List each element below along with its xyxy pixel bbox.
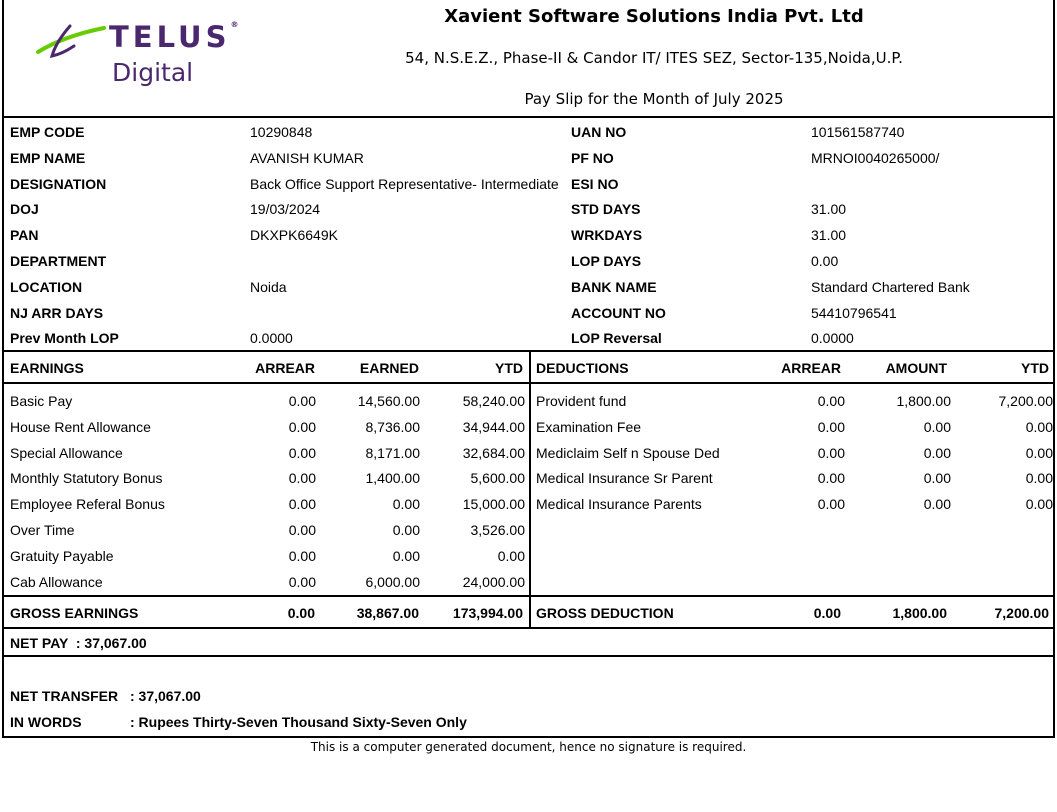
info-label: DOJ <box>10 201 39 218</box>
deduction-row <box>531 386 1053 412</box>
deduction-ytd: 7,200.00 <box>998 393 1053 409</box>
info-label: EMP CODE <box>10 124 85 140</box>
info-value: Back Office Support Representative- Intermediate <box>250 175 559 192</box>
deduction-name: Mediclaim Self n Spouse Ded <box>536 444 720 461</box>
earning-arrear: 0.00 <box>288 470 316 487</box>
info-label: LOCATION <box>10 278 83 295</box>
info-row <box>4 145 1053 171</box>
deduction-amount: 0.00 <box>923 444 951 461</box>
info-value: 0.0000 <box>250 330 293 347</box>
company-name: Xavient Software Solutions India Pvt. Ltd <box>444 6 864 27</box>
earning-name: House Rent Allowance <box>10 418 151 435</box>
earning-ytd: 3,526.00 <box>470 522 525 538</box>
earnings-arrear-header: ARREAR <box>255 360 315 376</box>
info-row <box>4 248 1053 274</box>
deduction-arrear: 0.00 <box>817 444 845 461</box>
earnings-row <box>4 541 529 567</box>
earnings-row <box>4 438 529 464</box>
deduction-ytd: 0.00 <box>1025 444 1053 461</box>
earnings-header: EARNINGS <box>10 360 84 376</box>
company-address: 54, N.S.E.Z., Phase-II & Candor IT/ ITES SEZ, Sector-135,Noida,U.P. <box>405 49 903 67</box>
earning-ytd: 5,600.00 <box>470 470 525 487</box>
deductions-ytd-header: YTD <box>1021 360 1049 376</box>
earnings-earned-header: EARNED <box>359 360 419 376</box>
info-label: UAN NO <box>571 124 627 140</box>
earning-ytd: 0.00 <box>497 547 525 564</box>
deduction-ytd: 0.00 <box>1025 470 1053 487</box>
info-value: MRNOI0040265000/ <box>811 149 940 166</box>
info-value: Standard Chartered Bank <box>811 278 970 295</box>
deduction-name: Examination Fee <box>536 418 642 435</box>
info-value: 54410796541 <box>811 304 897 321</box>
slip-header <box>4 0 1053 118</box>
earning-arrear: 0.00 <box>288 418 316 435</box>
info-label: PF NO <box>571 149 614 166</box>
info-value: 101561587740 <box>811 124 905 140</box>
deduction-row <box>531 463 1053 489</box>
earning-arrear: 0.00 <box>288 393 316 409</box>
earning-ytd: 32,684.00 <box>462 444 525 461</box>
earning-name: Cab Allowance <box>10 573 103 590</box>
earning-name: Gratuity Payable <box>10 547 114 564</box>
deductions-header: DEDUCTIONS <box>536 360 629 376</box>
deduction-amount: 0.00 <box>923 418 951 435</box>
info-label: LOP Reversal <box>571 330 662 347</box>
deduction-name: Medical Insurance Sr Parent <box>536 470 713 487</box>
pay-period: Pay Slip for the Month of July 2025 <box>524 90 784 108</box>
info-row <box>4 196 1053 222</box>
deduction-row <box>531 489 1053 515</box>
deduction-ytd: 0.00 <box>1025 496 1053 513</box>
deduction-amount: 0.00 <box>923 470 951 487</box>
footer-note: This is a computer generated document, hence no signature is required. <box>310 740 747 754</box>
earning-earned: 6,000.00 <box>365 573 420 590</box>
earnings-ytd-header: YTD <box>495 360 523 376</box>
info-value: 0.0000 <box>811 330 854 347</box>
earnings-row <box>4 567 529 593</box>
earning-earned: 8,171.00 <box>365 444 420 461</box>
logo-brand: TELUS <box>109 20 231 54</box>
earning-ytd: 58,240.00 <box>462 393 525 409</box>
earning-earned: 14,560.00 <box>357 393 420 409</box>
info-value: 31.00 <box>811 227 847 244</box>
info-value: Noida <box>250 278 287 295</box>
deduction-name: Medical Insurance Parents <box>536 496 702 513</box>
gross-earnings-label: GROSS EARNINGS <box>10 605 139 621</box>
info-value: 0.00 <box>811 253 839 269</box>
deduction-arrear: 0.00 <box>817 470 845 487</box>
earnings-deductions-table <box>4 352 1053 629</box>
info-value: 19/03/2024 <box>250 201 321 218</box>
earning-arrear: 0.00 <box>288 444 316 461</box>
earning-earned: 0.00 <box>392 547 420 564</box>
info-label: ESI NO <box>571 175 619 192</box>
earnings-row <box>4 515 529 541</box>
gross-earnings-arrear: 0.00 <box>287 605 315 621</box>
earning-ytd: 24,000.00 <box>462 573 525 590</box>
gross-earnings-earned: 38,867.00 <box>356 605 419 621</box>
net-transfer-label: NET TRANSFER <box>10 688 119 704</box>
deduction-row <box>531 412 1053 438</box>
deduction-arrear: 0.00 <box>817 393 845 409</box>
info-row <box>4 300 1053 326</box>
earning-earned: 8,736.00 <box>365 418 420 435</box>
earning-arrear: 0.00 <box>288 496 316 513</box>
earning-name: Basic Pay <box>10 393 73 409</box>
info-row <box>4 274 1053 300</box>
info-label: Prev Month LOP <box>10 330 119 347</box>
deduction-ytd: 0.00 <box>1025 418 1053 435</box>
earning-arrear: 0.00 <box>288 547 316 564</box>
gross-deduction-arrear: 0.00 <box>813 605 841 621</box>
info-label: EMP NAME <box>10 149 86 166</box>
deduction-amount: 1,800.00 <box>896 393 951 409</box>
info-value: DKXPK6649K <box>250 227 338 244</box>
info-label: ACCOUNT NO <box>571 304 666 321</box>
employee-info <box>4 118 1053 352</box>
deduction-arrear: 0.00 <box>817 418 845 435</box>
earning-name: Employee Referal Bonus <box>10 496 165 513</box>
earning-ytd: 34,944.00 <box>462 418 525 435</box>
info-row <box>4 119 1053 145</box>
info-row <box>4 222 1053 248</box>
deduction-row <box>531 438 1053 464</box>
deduction-amount: 0.00 <box>923 496 951 513</box>
earning-earned: 0.00 <box>392 522 420 538</box>
info-value: 10290848 <box>250 124 313 140</box>
info-label: NJ ARR DAYS <box>10 304 104 321</box>
gross-row <box>4 595 1053 627</box>
info-label: LOP DAYS <box>571 253 642 269</box>
logo-division: Digital <box>112 58 194 87</box>
earnings-row <box>4 489 529 515</box>
in-words-value: : Rupees Thirty-Seven Thousand Sixty-Seven Only <box>130 714 467 730</box>
gross-deduction-label: GROSS DEDUCTION <box>536 605 674 621</box>
in-words-label: IN WORDS <box>10 714 82 730</box>
info-value: AVANISH KUMAR <box>250 149 364 166</box>
net-pay: NET PAY : 37,067.00 <box>10 635 147 651</box>
info-label: DESIGNATION <box>10 175 107 192</box>
earning-arrear: 0.00 <box>288 522 316 538</box>
info-label: PAN <box>10 227 39 244</box>
net-pay-row <box>4 629 1053 657</box>
deductions-amount-header: AMOUNT <box>885 360 947 376</box>
pay-slip <box>2 0 1055 738</box>
info-label: DEPARTMENT <box>10 253 107 269</box>
earning-arrear: 0.00 <box>288 573 316 590</box>
earnings-row <box>4 412 529 438</box>
telus-swoosh-icon <box>34 22 106 62</box>
info-label: STD DAYS <box>571 201 641 218</box>
logo-registered-mark: ® <box>230 20 239 29</box>
earning-name: Monthly Statutory Bonus <box>10 470 163 487</box>
deductions-arrear-header: ARREAR <box>781 360 841 376</box>
info-label: WRKDAYS <box>571 227 643 244</box>
telus-digital-logo <box>34 18 244 90</box>
earning-ytd: 15,000.00 <box>462 496 525 513</box>
deduction-name: Provident fund <box>536 393 627 409</box>
net-transfer-value: : 37,067.00 <box>130 688 201 704</box>
gross-earnings-ytd: 173,994.00 <box>452 605 523 621</box>
info-label: BANK NAME <box>571 278 657 295</box>
deduction-arrear: 0.00 <box>817 496 845 513</box>
earning-name: Special Allowance <box>10 444 123 461</box>
earning-name: Over Time <box>10 522 75 538</box>
table-header <box>4 352 1053 384</box>
earnings-row <box>4 463 529 489</box>
info-row <box>4 171 1053 197</box>
gross-deduction-amount: 1,800.00 <box>892 605 947 621</box>
gross-deduction-ytd: 7,200.00 <box>994 605 1049 621</box>
info-value: 31.00 <box>811 201 847 218</box>
earning-earned: 0.00 <box>392 496 420 513</box>
earnings-row <box>4 386 529 412</box>
earning-earned: 1,400.00 <box>365 470 420 487</box>
info-row <box>4 325 1053 351</box>
net-transfer-section <box>4 657 1053 736</box>
